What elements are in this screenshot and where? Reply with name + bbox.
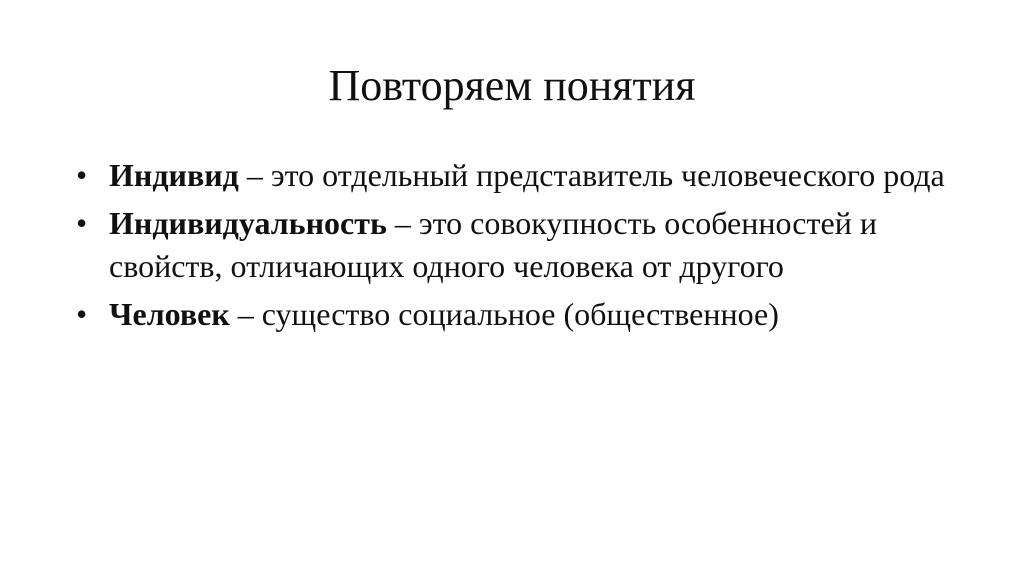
bullet-point-icon: • xyxy=(76,296,88,332)
bullet-item-individual xyxy=(76,154,956,197)
term-individuality: Индивидуальность xyxy=(109,205,387,241)
term-human: Человек xyxy=(109,296,230,332)
term-individual: Индивид xyxy=(109,157,239,193)
slide-title: Повторяем понятия xyxy=(328,61,696,110)
definition-human: – существо социальное (общественное) xyxy=(229,296,779,332)
definition-individuality: – это совокупность особенностей и свойств, отличающих одного человека от другого xyxy=(109,205,877,284)
bullet-point-icon: • xyxy=(76,205,88,241)
bullet-item-individuality xyxy=(76,202,956,288)
bullet-point-icon: • xyxy=(76,157,88,193)
bullet-item-human xyxy=(76,293,956,336)
bullet-list xyxy=(76,154,956,341)
definition-individual: – это отдельный представитель человеческого рода xyxy=(238,157,945,193)
